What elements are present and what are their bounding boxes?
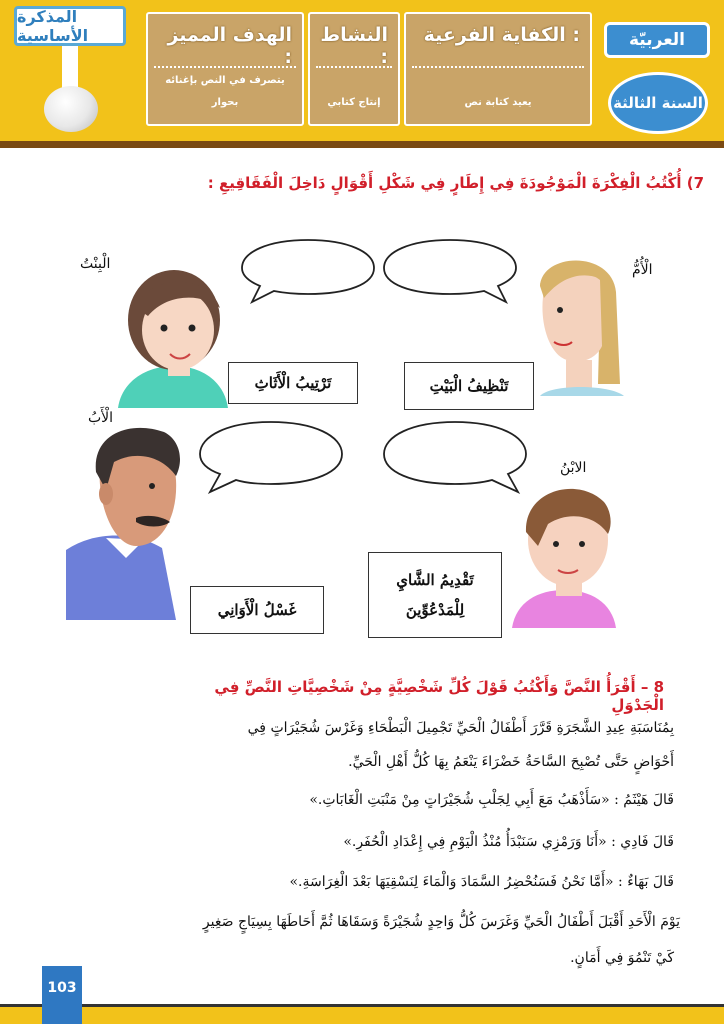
box-girl: تَرْتِيبُ الْأَثَاثِ bbox=[228, 362, 358, 404]
activity-box bbox=[308, 12, 400, 126]
speech-bubble-mother[interactable] bbox=[380, 236, 520, 308]
text-line-3: قَالَ هَيْثَمُ : «سَأَذْهَبُ مَعَ أَبِي لِجَلْبِ شُجَيْرَاتٍ مِنْ مَنْبَتِ الْغَابَاتِ.» bbox=[309, 792, 674, 808]
speech-bubble-girl[interactable] bbox=[238, 236, 378, 308]
competence-box bbox=[404, 12, 592, 126]
label-mother: الْأُمُّ bbox=[632, 262, 653, 278]
competence-value: يعيد كتابة نص bbox=[464, 97, 532, 108]
competence-separator bbox=[412, 66, 584, 68]
text-line-7: كَيْ تَنْمُوَ فِي أَمَانٍ. bbox=[570, 950, 674, 966]
activity-value: إنتاج كتابي bbox=[327, 97, 381, 108]
label-son: الابْنُ bbox=[560, 460, 587, 476]
speech-bubble-father[interactable] bbox=[196, 418, 346, 498]
text-line-5: قَالَ بَهَاءٌ : «أَمَّا نَحْنُ فَسَنُحْضِرُ السَّمَادَ وَالْمَاءَ لِنَسْقِيَهَا بَعْدَ الْغِرَاسَةِ.» bbox=[289, 874, 674, 890]
box-mother: تَنْظِيفُ الْبَيْتِ bbox=[404, 362, 534, 410]
subject-badge: العربيّة bbox=[604, 22, 710, 58]
activity-separator bbox=[316, 66, 392, 68]
exercise-7-instruction: 7) أُكْتُبُ الْفِكْرَةَ الْمَوْجُودَةَ فِي إِطَارٍ فِي شَكْلِ أَقْوَالٍ دَاخِلَ الْفَقَاقِيعِ : bbox=[207, 174, 704, 192]
year-badge: السنة الثالثة bbox=[608, 72, 708, 134]
exercise-8-instruction: 8 – أَقْرَأُ النَّصَّ وَأَكْتُبُ قَوْلَ كُلِّ شَخْصِيَّةٍ مِنْ شَخْصِيَّاتِ النَّصِّ فِي الْجَدْوَلِ bbox=[214, 678, 664, 714]
text-line-1: بِمُنَاسَبَةِ عِيدِ الشَّجَرَةِ قَرَّرَ أَطْفَالُ الْحَيِّ تَجْمِيلَ الْبَطْحَاءِ وَغَرْسَ شُجَيْرَاتٍ فِي bbox=[247, 720, 674, 736]
goal-label: الهدف المميز : bbox=[167, 24, 292, 68]
header-stripe bbox=[0, 141, 724, 148]
label-girl: الْبِنْتُ bbox=[80, 256, 111, 272]
girl-illustration bbox=[108, 258, 238, 412]
goal-separator bbox=[154, 66, 296, 68]
son-illustration bbox=[508, 472, 618, 632]
text-line-6: يَوْمَ الْأَحَدِ أَقْبَلَ أَطْفَالُ الْحَيِّ وَغَرَسَ كُلُّ وَاحِدٍ شُجَيْرَةً وَسَقَاهَا ثُمَّ أَحَاطَهَا بِسِيَاجٍ صَغِيرٍ bbox=[202, 914, 680, 930]
mother-illustration bbox=[520, 246, 630, 400]
goal-value: يتصرف في النص بإغنائه بحوار bbox=[165, 75, 285, 108]
text-line-2: أَحْوَاضٍ حَتَّى تُصْبِحَ السَّاحَةُ خَضْرَاءَ يَنْعَمُ بِهَا كُلُّ أَهْلِ الْحَيِّ. bbox=[348, 754, 674, 770]
page-number: 103 bbox=[42, 966, 82, 1024]
box-son bbox=[368, 552, 502, 638]
box-father: غَسْلُ الْأَوَانِي bbox=[190, 586, 324, 634]
page-header bbox=[0, 0, 724, 148]
text-line-4: قَالَ فَادِي : «أَنَا وَرَمْزِي سَنَبْدَأُ مُنْذُ الْيَوْمِ فِي إِعْدَادِ الْحُفَرِ.» bbox=[343, 834, 674, 850]
father-illustration bbox=[66, 420, 196, 624]
goal-box bbox=[146, 12, 304, 126]
activity-label: النشاط : bbox=[320, 24, 388, 68]
lesson-info bbox=[146, 12, 592, 126]
book-title-ball bbox=[44, 86, 98, 132]
footer-bar bbox=[0, 1007, 724, 1024]
label-father: الْأَبُ bbox=[88, 410, 114, 426]
box-son-line-2: لِلْمَدْعُوِّينَ bbox=[405, 601, 465, 619]
box-son-line-1: تَقْدِيمُ الشَّايِ bbox=[396, 571, 474, 589]
competence-label: الكفاية الفرعية : bbox=[423, 24, 580, 46]
book-title: المذكرة الأساسية bbox=[14, 6, 126, 46]
